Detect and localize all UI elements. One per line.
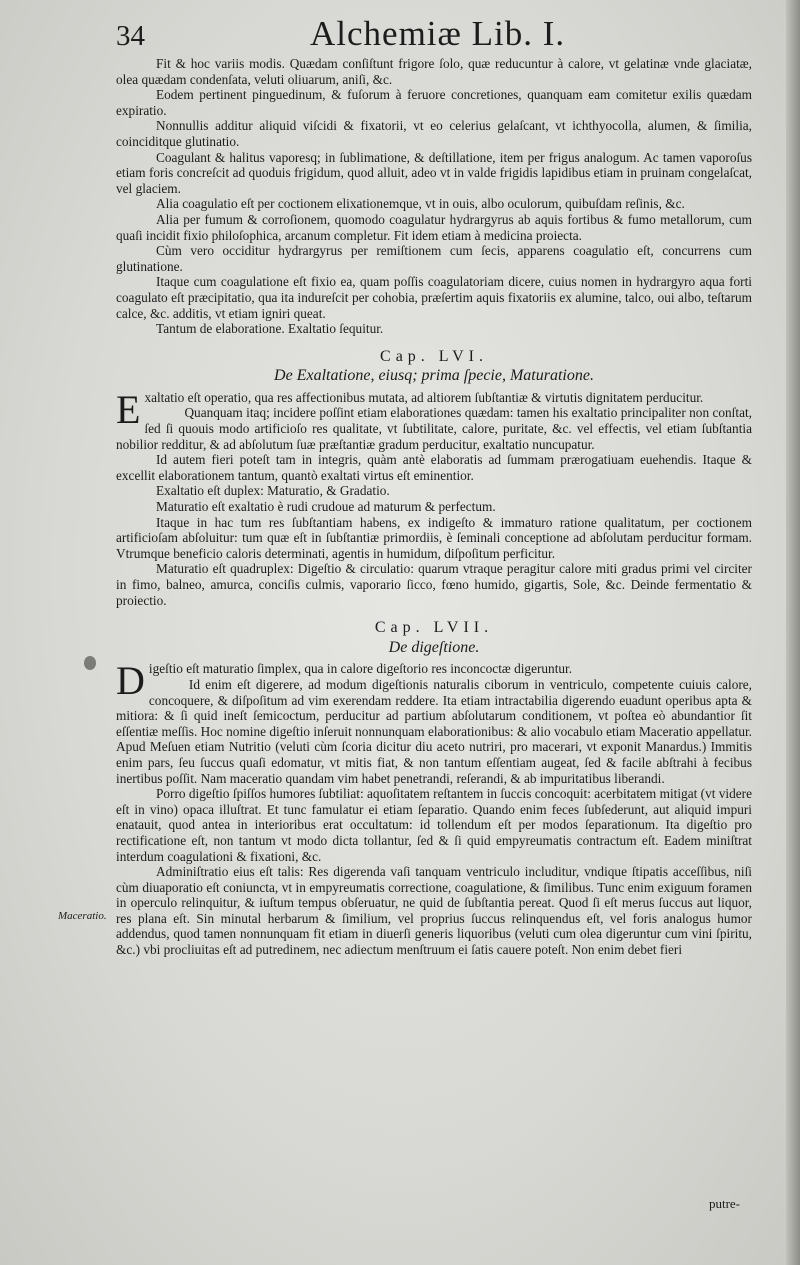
- paragraph: Porro digeſtio ſpiſſos humores ſubtiliat: aquoſitatem reſtantem in ſuccis concoquit: acerbitatem mitigat (vt videre eſt in vino) opaca illuſtrat. Et tunc famulatur ei etiam ſeparatio. Quando enim feces ſubſederunt, aut aliquid impuri enatauit, quod antea in interioribus erat occultatum: id tollendum eſt per modos ſeparationum. Ita digeſtio pro rectificatione eſt, non tantum vt modo dicta tollantur, ſed & ſi quid empyreumatis contractum eſt. Eadem miniſtrat interdum coagulationi & fixationi, &c.: [116, 786, 752, 864]
- paragraph: Alia coagulatio eſt per coctionem elixationemque, vt in ouis, albo oculorum, quibuſdam reſinis, &c.: [156, 196, 685, 212]
- paragraph: Maturatio eſt quadruplex: Digeſtio & circulatio: quarum vtraque peragitur calore miti gradus primi vel circiter in fimo, balneo, amurca, conciſis culmis, vaporario ſicco, fœno humido, gigartis, Sole, &c. Deinde fermentatio & proiectio.: [116, 561, 752, 608]
- paragraph: Maturatio eſt exaltatio è rudi crudoue ad maturum & perfectum.: [156, 499, 496, 515]
- paragraph: Itaque cum coagulatione eſt fixio ea, quam poſſis coagulatoriam dicere, cuius nomen in hydrargyro aqua forti coagulato eſt præcipitatio, qua ita indureſcit per cohobia, præſertim aquis fixatoriis ex alumine, talco, oui albo, teſtarum calce, &c. additis, vt etiam igniri queat.: [116, 274, 752, 321]
- chapter-subtitle: De digeſtione.: [388, 638, 480, 656]
- paragraph: Quanquam itaq; incidere poſſint etiam elaborationes quædam: tamen his exaltatio principaliter non conſtat, ſed ſi quouis modo artificioſo res qualitate, vt ſubtilitate, calore, puritate, &c. vel effectis, vel etiam ſubſtantia nobilior redditur, & ad abſolutum ſuæ præſtantiæ gradum perducitur, exaltatio nuncupatur.: [116, 405, 752, 452]
- paragraph-text: igeſtio eſt maturatio ſimplex, qua in calore digeſtorio res inconcoctæ digeruntur.: [148, 661, 573, 677]
- margin-note: Maceratio.: [58, 910, 107, 922]
- drop-cap: D: [116, 658, 145, 704]
- paragraph: Coagulant & halitus vaporesq; in ſublimatione, & deſtillatione, item per frigus analogum. Ac tamen vaporoſus etiam foris concreſcit ad quoduis frigidum, quod alluit, adeo vt in valde frigidis lapidibus etiam in pruinam congelaſcat, vel glaciem.: [116, 149, 752, 196]
- ink-smudge: [84, 656, 96, 670]
- paragraph: Alia per fumum & corroſionem, quomodo coagulatur hydrargyrus ab aquis fortibus & fumo metallorum, cum quaſi incidit fixio philoſophica, arcanum completur. Fit idem etiam à medicina proiecta.: [116, 211, 752, 243]
- page-number: 34: [116, 20, 145, 52]
- chapter-heading: Cap. LVII.: [374, 619, 494, 637]
- paragraph: Id autem fieri poteſt tam in integris, quàm antè elaboratis ad ſummam prærogatiuam euehendis. Itaque & excellit elaborationem tantum, quantò exaltati virtus eſt eminentior.: [116, 452, 752, 483]
- drop-cap: E: [116, 386, 141, 432]
- running-title: Alchemiæ Lib. I.: [310, 14, 566, 53]
- catchword: putre-: [708, 1196, 740, 1211]
- chapter-heading: Cap. LVI.: [380, 347, 488, 365]
- chapter-opening-paragraph: [116, 658, 752, 704]
- paragraph: Exaltatio eſt duplex: Maturatio, & Gradatio.: [156, 483, 390, 499]
- paragraph-text: xaltatio eſt operatio, qua res affectionibus mutata, ad altiorem ſubſtantiæ & virtutis dignitatem perducitur.: [144, 389, 704, 405]
- paragraph: Adminiſtratio eius eſt talis: Res digerenda vaſi tanquam ventriculo includitur, vndique ſtipatis acceſſibus, niſi cùm diuaporatio eſt coniuncta, vt in empyreumatis correctione, coagulatione, & ſimilibus. Tunc enim exiguum foramen in operculo relinquitur, & iuſtum tempus obſeruatur, ne quid de ſubſtantia pereat. Quod ſi eſt merus ſuccus aut liquor, res plana eſt. Sin minutal herbarum & ſimilium, vel proprius ſuccus relinquendus eſt, vel foris analogus humor addendus, quod tamen nonnunquam fit etiam in diuerſi generis liquoribus (veluti cum olea digeruntur cum vini ſpiritu, &c.) vbi procliuitas eſt ad putredinem, nec adiectum menſtruum ei ſatis cauere poteſt. Non enim debet fieri: [116, 864, 752, 958]
- page-header: [110, 8, 750, 54]
- page-edge-shadow: [786, 0, 800, 1265]
- paragraph: Nonnullis additur aliquid viſcidi & fixatorii, vt eo celerius gelaſcant, vt ichthyocolla, alumen, & ſimilia, coinciditque glutinatio.: [116, 118, 752, 149]
- paragraph: Tantum de elaboratione. Exaltatio ſequitur.: [156, 321, 384, 337]
- paragraph: Cùm vero occiditur hydrargyrus per remiſtionem cum ſecis, apparens coagulatio eſt, concurrens cum glutinatione.: [116, 243, 752, 274]
- paragraph: Itaque in hac tum res ſubſtantiam habens, ex indigeſto & immaturo ratione qualitatum, per coctionem artificioſam abſoluitur: tum quæ eſt in ſubſtantiæ primordiis, è ſeminali conceptione ad abſolutam perducitur formam. Vtrumque beneficio caloris determinati, agentis in humidum, diſpoſitum perficitur.: [116, 514, 752, 561]
- chapter-subtitle: De Exaltatione, eiusq; prima ſpecie, Maturatione.: [274, 367, 594, 385]
- main-text: [116, 56, 752, 958]
- paragraph: Id enim eſt digerere, ad modum digeſtionis naturalis ciborum in ventriculo, competente cuiuis calore, concoquere, & diſpoſitum ad vim exerendam reddere. Ita etiam intractabilia digerendo euadunt operibus apta & mitiora: & ſi quid ineſt ſemicoctum, perducitur ad partium abſolutarum conditionem, vt poſtea eò abundantior ſit eſſentiæ meſſis. Hoc nomine digeſtio inſeruit nonnunquam elaborationibus: & alio vocabulo etiam Maceratio appellatur. Apud Meſuen etiam Nutritio (veluti cùm ſcoria dicitur diu aceto nutriri, pro macerari, vt exponit Manardus.) Immitis enim pars, ſeu ſuccus quaſi edomatur, vt mitis fiat, & non tantum eſſentiam augeat, ſed & facile abſtrahi à fecibus inertibus poſſit. Nam maceratio quandam vim habet penetrandi, reſerandi, & ab impuritatibus liberandi.: [116, 676, 752, 786]
- paragraph: Fit & hoc variis modis. Quædam conſiſtunt frigore ſolo, quæ reducuntur à calore, vt gelatinæ vnde glaciatæ, olea quædam condenſata, veluti oliuarum, aniſi, &c.: [116, 56, 752, 87]
- paragraph: Eodem pertinent pinguedinum, & fuſorum à feruore concretiones, quanquam eam comitetur exilis quædam expiratio.: [116, 87, 752, 118]
